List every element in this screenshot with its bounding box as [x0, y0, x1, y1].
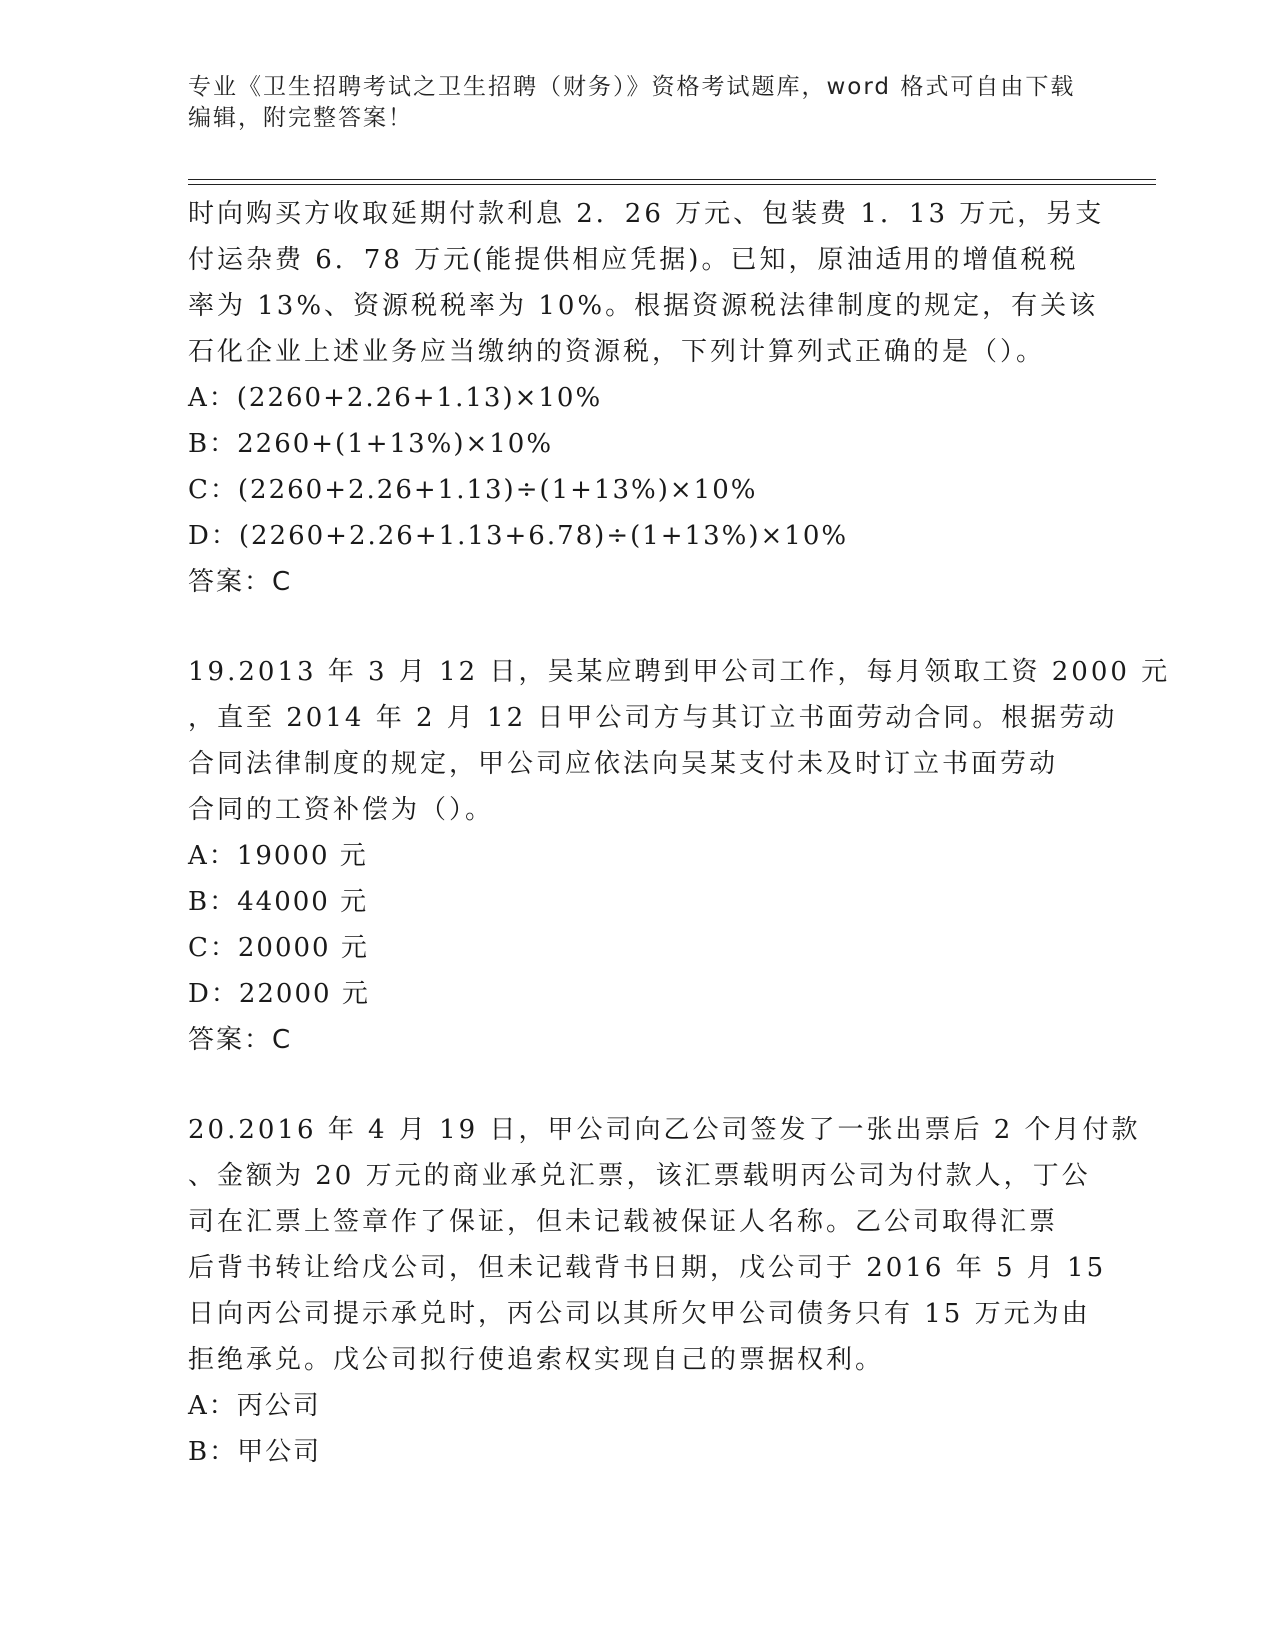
header-line-1: 专业《卫生招聘考试之卫生招聘（财务）》资格考试题库，word 格式可自由下载 — [188, 74, 1076, 100]
spacer — [188, 1063, 1088, 1107]
question-text-line: 时向购买方收取延期付款利息 2．26 万元、包装费 1．13 万元，另支 — [188, 199, 1105, 229]
question-text-line: 石化企业上述业务应当缴纳的资源税，下列计算列式正确的是（）。 — [188, 337, 1046, 367]
question-text-line: 日向丙公司提示承兑时，丙公司以其所欠甲公司债务只有 15 万元为由 — [188, 1299, 1091, 1329]
option-c: C：(2260+2.26+1.13)÷(1+13%)×10% — [188, 475, 758, 505]
question-text-line: 率为 13%、资源税税率为 10%。根据资源税法律制度的规定，有关该 — [188, 291, 1099, 321]
question-block-18 — [188, 191, 1105, 605]
question-text-line: 19.2013 年 3 月 12 日，吴某应聘到甲公司工作，每月领取工资 2000 元 — [188, 657, 1171, 687]
question-block-19 — [188, 649, 1171, 1063]
question-text-line: 合同的工资补偿为（）。 — [188, 795, 495, 825]
document-body — [188, 191, 1171, 1475]
question-block-20 — [188, 1107, 1141, 1475]
option-b: B：甲公司 — [188, 1437, 322, 1467]
question-text-line: 后背书转让给戊公司，但未记载背书日期，戊公司于 2016 年 5 月 15 — [188, 1253, 1107, 1283]
question-text-line: 拒绝承兑。戊公司拟行使追索权实现自己的票据权利。 — [188, 1345, 885, 1375]
header-rule-top — [188, 179, 1156, 180]
option-d: D：22000 元 — [188, 979, 370, 1009]
document-header — [188, 72, 1088, 134]
option-a: A：(2260+2.26+1.13)×10% — [188, 383, 603, 413]
option-a: A：19000 元 — [188, 841, 368, 871]
header-rule-bottom — [188, 184, 1156, 185]
header-line-2: 编辑，附完整答案！ — [188, 105, 413, 131]
question-text-line: 合同法律制度的规定，甲公司应依法向吴某支付未及时订立书面劳动 — [188, 749, 1059, 779]
option-c: C：20000 元 — [188, 933, 369, 963]
option-a: A：丙公司 — [188, 1391, 321, 1421]
answer-line: 答案：C — [188, 567, 293, 597]
question-text-line: ，直至 2014 年 2 月 12 日甲公司方与其订立书面劳动合同。根据劳动 — [188, 703, 1118, 733]
spacer — [188, 605, 1088, 649]
option-b: B：2260+(1+13%)×10% — [188, 429, 554, 459]
option-b: B：44000 元 — [188, 887, 369, 917]
question-text-line: 付运杂费 6．78 万元(能提供相应凭据)。已知，原油适用的增值税税 — [188, 245, 1079, 275]
answer-line: 答案：C — [188, 1025, 293, 1055]
question-text-line: 、金额为 20 万元的商业承兑汇票，该汇票载明丙公司为付款人，丁公 — [188, 1161, 1091, 1191]
question-text-line: 20.2016 年 4 月 19 日，甲公司向乙公司签发了一张出票后 2 个月付款 — [188, 1115, 1141, 1145]
question-text-line: 司在汇票上签章作了保证，但未记载被保证人名称。乙公司取得汇票 — [188, 1207, 1059, 1237]
option-d: D：(2260+2.26+1.13+6.78)÷(1+13%)×10% — [188, 521, 849, 551]
